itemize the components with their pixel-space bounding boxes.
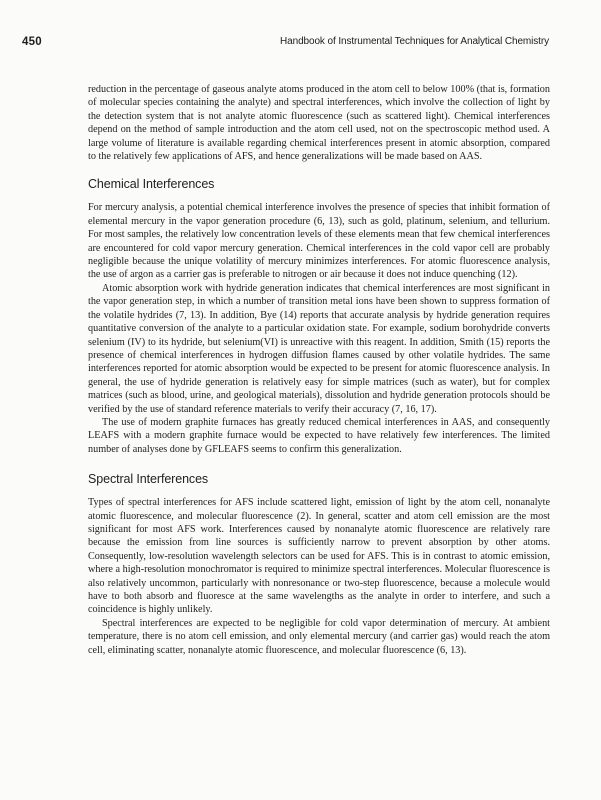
chemical-paragraph-2: Atomic absorption work with hydride generation indicates that chemical interferences are most significant in the vapor generation step, in which a number of transition metal ions have been shown to suppress formation of the volatile hydrides (7, 13). In addition, Bye (14) reports that accurate analysis by hydride generation requires quantitative conversion of the analyte to a particular oxidation state. For example, sodium borohydride converts selenium (IV) to its hydride, but selenium(VI) is unreactive with this reagent. In addition, Smith (15) reports the presence of chemical interferences in hydrogen diffusion flames caused by other volatile hydrides. The same interferences reported for atomic absorption would be expected to be present for atomic fluorescence analysis. In general, the use of hydride generation is relatively easy for simple matrices (such as water), but for complex matrices (such as blood, urine, and geological materials), dissolution and hydride generation protocols should be verified by the use of standard reference materials to verify their accuracy (7, 16, 17). bbox=[88, 282, 550, 415]
intro-paragraph: reduction in the percentage of gaseous analyte atoms produced in the atom cell to below 100% (that is, formation of molecular species containing the analyte) and spectral interferences, which involve the collection of light by the detection system that is not analyte atomic fluorescence (such as scattered light). Chemical interferences depend on the method of sample introduction and the atom cell used, not on the spectroscopic method used. A large volume of literature is available regarding chemical interferences present in atomic absorption, compared to the relatively few applications of AFS, and hence generalizations will be made based on AAS. bbox=[88, 84, 550, 163]
page-number: 450 bbox=[22, 36, 42, 48]
running-header bbox=[22, 36, 549, 52]
spectral-paragraph-1: Types of spectral interferences for AFS include scattered light, emission of light by the atom cell, nonanalyte atomic fluorescence, and molecular fluorescence (2). In general, scatter and atom cell emission are the most significant for most AFS work. Interferences caused by nonanalyte atomic fluorescence are relatively rare because the emission from line sources is sufficiently narrow to prevent absorption by other atoms. Consequently, low-resolution wavelength selectors can be used for AFS. This is in contrast to atomic emission, where a high-resolution monochromator is required to minimize spectral interferences. Molecular fluorescence is also relatively uncommon, particularly with nonresonance or two-step fluorescence, because a molecule would have to both absorb and fluoresce at the same wavelengths as the analyte in order to interfere, and such a coincidence is highly unlikely. bbox=[88, 497, 550, 616]
spectral-interferences-heading: Spectral Interferences bbox=[88, 472, 209, 487]
book-title: Handbook of Instrumental Techniques for Analytical Chemistry bbox=[280, 36, 549, 47]
chemical-paragraph-3: The use of modern graphite furnaces has greatly reduced chemical interferences in AAS, and consequently LEAFS with a modern graphite furnace would be expected to have relatively few interferences. The limited number of analyses done by GFLEAFS seems to confirm this generalization. bbox=[88, 416, 550, 455]
body-text bbox=[88, 83, 550, 657]
spectral-paragraph-2: Spectral interferences are expected to be negligible for cold vapor determination of mercury. At ambient temperature, there is no atom cell emission, and only elemental mercury (and carrier gas) would reach the atom cell, eliminating scatter, nonanalyte atomic fluorescence, and molecular fluorescence (6, 13). bbox=[88, 617, 550, 656]
chemical-paragraph-1: For mercury analysis, a potential chemical interference involves the presence of species that inhibit formation of elemental mercury in the vapor generation procedure (6, 13), such as gold, platinum, selenium, and tellurium. For most samples, the relatively low concentration levels of these elements mean that few chemical interferences are encountered for cold vapor mercury generation. Chemical interferences in the cold vapor cell are probably negligible because the unique volatility of mercury minimizes interferences. For atomic fluorescence analysis, the use of argon as a carrier gas is preferable to nitrogen or air because it does not induce quenching (12). bbox=[88, 202, 550, 281]
chemical-interferences-heading: Chemical Interferences bbox=[88, 177, 215, 192]
